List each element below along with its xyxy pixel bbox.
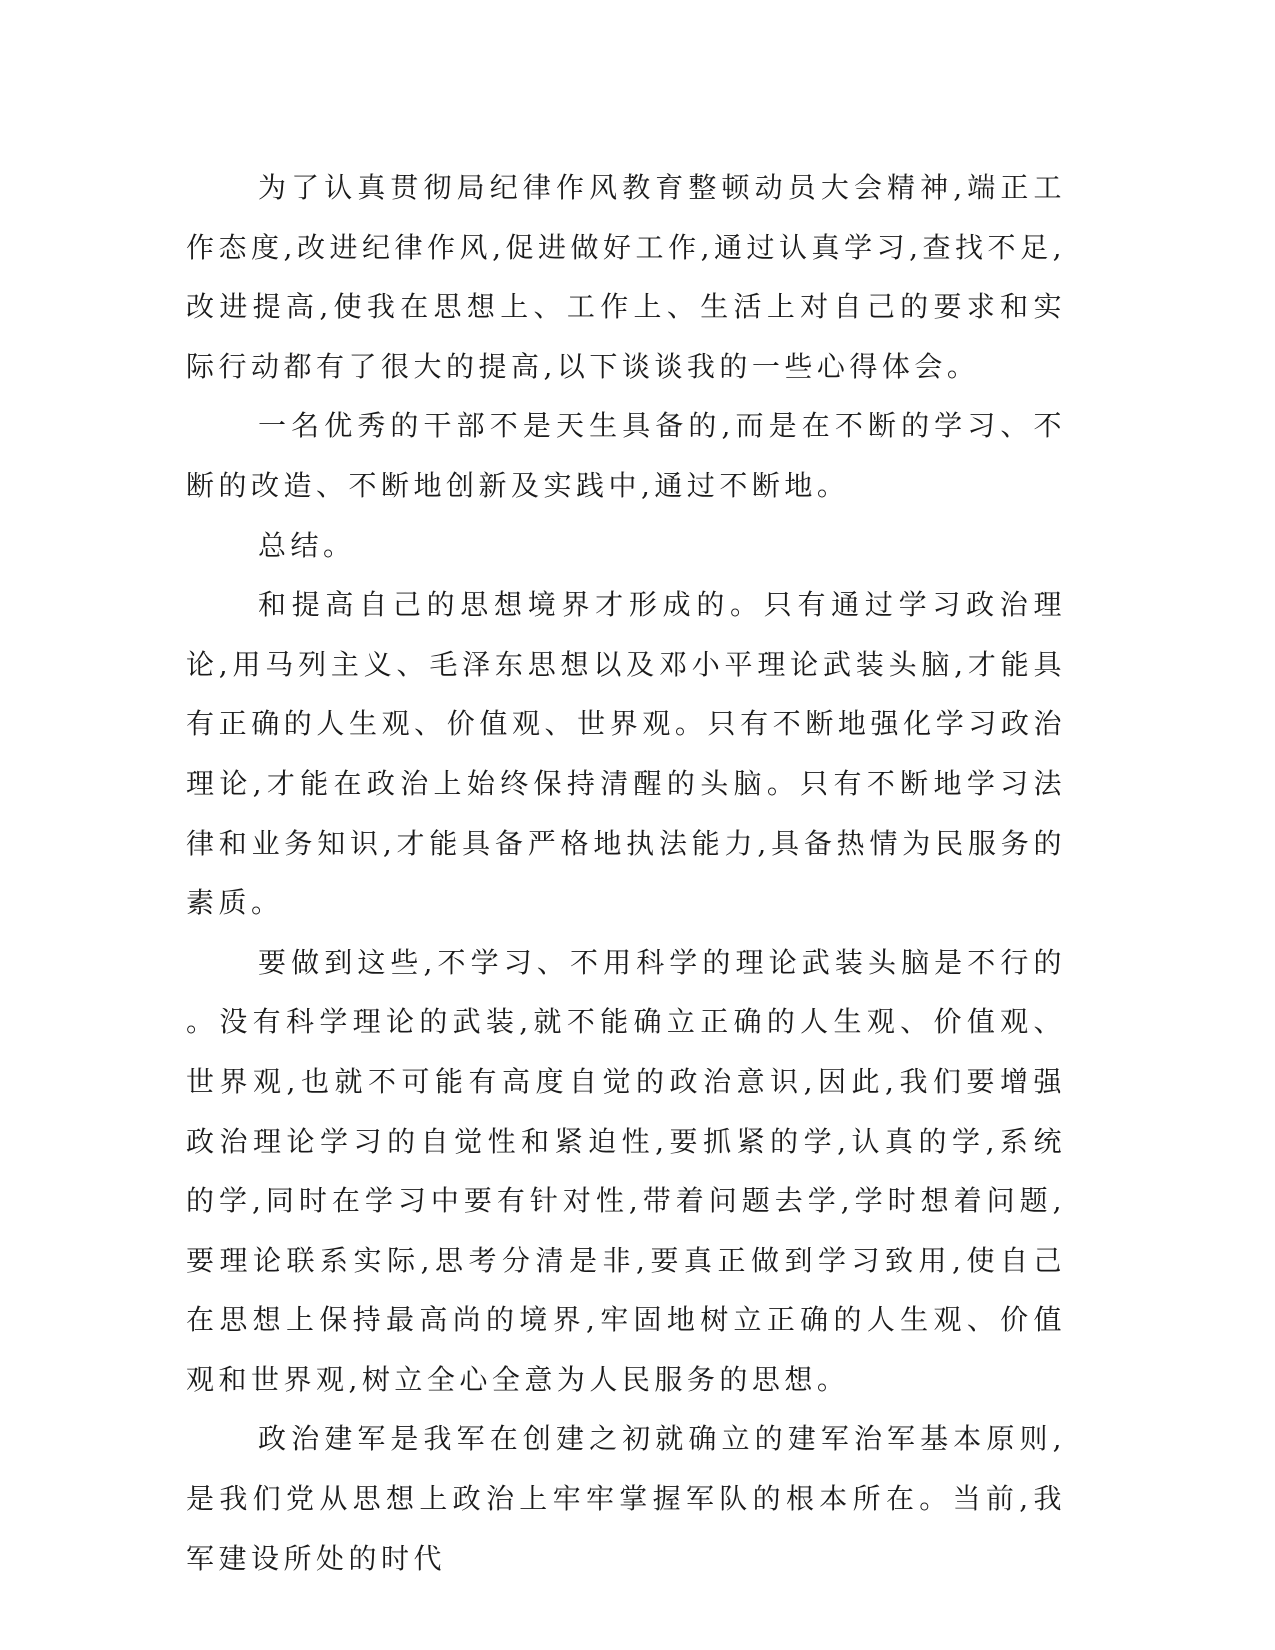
paragraph-scientific-theory: 要做到这些,不学习、不用科学的理论武装头脑是不行的。没有科学理论的武装,就不能确立正确的人生观、价值观、世界观,也就不可能有高度自觉的政治意识,因此,我们要增强政治理论学习的自觉性和紧迫性,要抓紧的学,认真的学,系统的学,同时在学习中要有针对性,带着问题去学,学时想着问题,要理论联系实际,思考分清是非,要真正做到学习致用,使自己在思想上保持最高尚的境界,牢固地树立正确的人生观、价值观和世界观,树立全心全意为人民服务的思想。 [186,945,1066,1396]
paragraph-political-theory: 和提高自己的思想境界才形成的。只有通过学习政治理论,用马列主义、毛泽东思想以及邓小平理论武装头脑,才能具有正确的人生观、价值观、世界观。只有不断地强化学习政治理论,才能在政治上始终保持清醒的头脑。只有不断地学习法律和业务知识,才能具备严格地执法能力,具备热情为民服务的素质。 [186,588,1066,920]
document-body [186,158,1066,1588]
paragraph-political-army: 政治建军是我军在创建之初就确立的建军治军基本原则,是我们党从思想上政治上牢牢掌握军队的根本所在。当前,我军建设所处的时代 [186,1422,1066,1575]
paragraph-summary: 总结。 [258,528,356,562]
paragraph-excellent-cadre: 一名优秀的干部不是天生具备的,而是在不断的学习、不断的改造、不断地创新及实践中,通过不断地。 [186,409,1066,502]
paragraph-intro: 为了认真贯彻局纪律作风教育整顿动员大会精神,端正工作态度,改进纪律作风,促进做好工作,通过认真学习,查找不足,改进提高,使我在思想上、工作上、生活上对自己的要求和实际行动都有了很大的提高,以下谈谈我的一些心得体会。 [186,171,1066,383]
